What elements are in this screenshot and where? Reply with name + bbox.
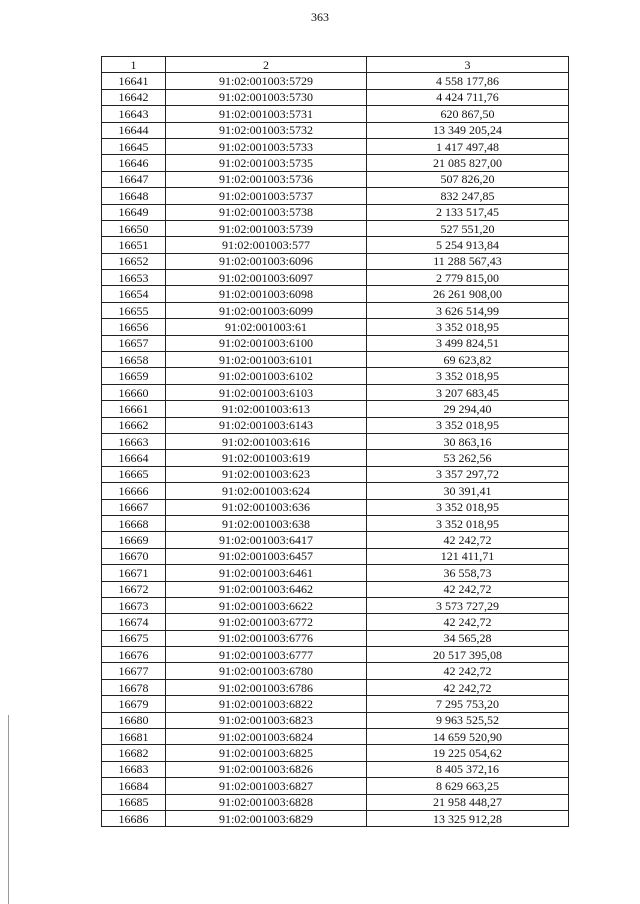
- cadastral-number-cell: 91:02:001003:616: [166, 433, 367, 449]
- cadastral-number-cell: 91:02:001003:613: [166, 401, 367, 417]
- table-row: [102, 433, 569, 449]
- row-number-cell: 16654: [102, 286, 166, 302]
- row-number-cell: 16661: [102, 401, 166, 417]
- cadastral-number-cell: 91:02:001003:6828: [166, 794, 367, 810]
- value-cell: 30 863,16: [367, 433, 569, 449]
- table-row: [102, 319, 569, 335]
- row-number-cell: 16652: [102, 253, 166, 269]
- cadastral-number-cell: 91:02:001003:624: [166, 483, 367, 499]
- row-number-cell: 16641: [102, 73, 166, 89]
- table-row: [102, 614, 569, 630]
- table-row: [102, 712, 569, 728]
- table-row: [102, 368, 569, 384]
- row-number-cell: 16648: [102, 188, 166, 204]
- column-header-1: 1: [102, 57, 166, 73]
- table-row: [102, 155, 569, 171]
- value-cell: 121 411,71: [367, 548, 569, 564]
- table-row: [102, 450, 569, 466]
- value-cell: 9 963 525,52: [367, 712, 569, 728]
- cadastral-number-cell: 91:02:001003:6102: [166, 368, 367, 384]
- row-number-cell: 16660: [102, 384, 166, 400]
- value-cell: 21 958 448,27: [367, 794, 569, 810]
- row-number-cell: 16681: [102, 729, 166, 745]
- row-number-cell: 16678: [102, 679, 166, 695]
- table-row: [102, 89, 569, 105]
- table-header: [102, 57, 569, 73]
- table-row: [102, 729, 569, 745]
- value-cell: 13 325 912,28: [367, 810, 569, 826]
- cadastral-number-cell: 91:02:001003:6461: [166, 565, 367, 581]
- cadastral-number-cell: 91:02:001003:6827: [166, 778, 367, 794]
- table-row: [102, 122, 569, 138]
- value-cell: 8 629 663,25: [367, 778, 569, 794]
- row-number-cell: 16655: [102, 302, 166, 318]
- value-cell: 4 424 711,76: [367, 89, 569, 105]
- value-cell: 69 623,82: [367, 352, 569, 368]
- value-cell: 4 558 177,86: [367, 73, 569, 89]
- table-row: [102, 810, 569, 826]
- table-row: [102, 597, 569, 613]
- row-number-cell: 16674: [102, 614, 166, 630]
- row-number-cell: 16662: [102, 417, 166, 433]
- row-number-cell: 16665: [102, 466, 166, 482]
- row-number-cell: 16675: [102, 630, 166, 646]
- value-cell: 30 391,41: [367, 483, 569, 499]
- row-number-cell: 16685: [102, 794, 166, 810]
- row-number-cell: 16668: [102, 515, 166, 531]
- value-cell: 20 517 395,08: [367, 647, 569, 663]
- cadastral-number-cell: 91:02:001003:623: [166, 466, 367, 482]
- row-number-cell: 16671: [102, 565, 166, 581]
- row-number-cell: 16651: [102, 237, 166, 253]
- row-number-cell: 16669: [102, 532, 166, 548]
- value-cell: 42 242,72: [367, 663, 569, 679]
- row-number-cell: 16673: [102, 597, 166, 613]
- table-row: [102, 384, 569, 400]
- value-cell: 7 295 753,20: [367, 696, 569, 712]
- cadastral-number-cell: 91:02:001003:5729: [166, 73, 367, 89]
- table-body: [102, 73, 569, 827]
- row-number-cell: 16653: [102, 270, 166, 286]
- value-cell: 3 352 018,95: [367, 515, 569, 531]
- value-cell: 2 779 815,00: [367, 270, 569, 286]
- row-number-cell: 16684: [102, 778, 166, 794]
- value-cell: 3 499 824,51: [367, 335, 569, 351]
- table-row: [102, 302, 569, 318]
- cadastral-number-cell: 91:02:001003:5738: [166, 204, 367, 220]
- row-number-cell: 16676: [102, 647, 166, 663]
- cadastral-number-cell: 91:02:001003:6098: [166, 286, 367, 302]
- table-row: [102, 401, 569, 417]
- row-number-cell: 16663: [102, 433, 166, 449]
- table-row: [102, 220, 569, 236]
- value-cell: 3 352 018,95: [367, 499, 569, 515]
- table-row: [102, 466, 569, 482]
- value-cell: 832 247,85: [367, 188, 569, 204]
- column-header-2: 2: [166, 57, 367, 73]
- table-row: [102, 270, 569, 286]
- value-cell: 1 417 497,48: [367, 138, 569, 154]
- table-row: [102, 73, 569, 89]
- value-cell: 14 659 520,90: [367, 729, 569, 745]
- cadastral-number-cell: 91:02:001003:6100: [166, 335, 367, 351]
- cadastral-number-cell: 91:02:001003:6103: [166, 384, 367, 400]
- cadastral-number-cell: 91:02:001003:6824: [166, 729, 367, 745]
- cadastral-number-cell: 91:02:001003:5736: [166, 171, 367, 187]
- table-row: [102, 565, 569, 581]
- data-table: [101, 56, 569, 827]
- value-cell: 3 573 727,29: [367, 597, 569, 613]
- cadastral-number-cell: 91:02:001003:6622: [166, 597, 367, 613]
- cadastral-number-cell: 91:02:001003:5730: [166, 89, 367, 105]
- cadastral-number-cell: 91:02:001003:6822: [166, 696, 367, 712]
- table-row: [102, 581, 569, 597]
- table-row: [102, 483, 569, 499]
- row-number-cell: 16682: [102, 745, 166, 761]
- table-row: [102, 745, 569, 761]
- cadastral-number-cell: 91:02:001003:619: [166, 450, 367, 466]
- table-row: [102, 204, 569, 220]
- cadastral-number-cell: 91:02:001003:6457: [166, 548, 367, 564]
- cadastral-number-cell: 91:02:001003:6829: [166, 810, 367, 826]
- cadastral-number-cell: 91:02:001003:5735: [166, 155, 367, 171]
- value-cell: 3 352 018,95: [367, 417, 569, 433]
- table-row: [102, 106, 569, 122]
- cadastral-number-cell: 91:02:001003:6099: [166, 302, 367, 318]
- cadastral-number-cell: 91:02:001003:6417: [166, 532, 367, 548]
- value-cell: 8 405 372,16: [367, 761, 569, 777]
- value-cell: 11 288 567,43: [367, 253, 569, 269]
- value-cell: 19 225 054,62: [367, 745, 569, 761]
- value-cell: 507 826,20: [367, 171, 569, 187]
- table-row: [102, 171, 569, 187]
- page-number: 363: [311, 10, 329, 24]
- table-row: [102, 417, 569, 433]
- table-row: [102, 515, 569, 531]
- cadastral-number-cell: 91:02:001003:5732: [166, 122, 367, 138]
- cadastral-number-cell: 91:02:001003:5731: [166, 106, 367, 122]
- value-cell: 3 352 018,95: [367, 319, 569, 335]
- value-cell: 36 558,73: [367, 565, 569, 581]
- cadastral-number-cell: 91:02:001003:6096: [166, 253, 367, 269]
- row-number-cell: 16642: [102, 89, 166, 105]
- table-row: [102, 663, 569, 679]
- row-number-cell: 16650: [102, 220, 166, 236]
- row-number-cell: 16672: [102, 581, 166, 597]
- row-number-cell: 16646: [102, 155, 166, 171]
- table-row: [102, 286, 569, 302]
- cadastral-number-cell: 91:02:001003:6097: [166, 270, 367, 286]
- table-row: [102, 253, 569, 269]
- cadastral-number-cell: 91:02:001003:6462: [166, 581, 367, 597]
- value-cell: 34 565,28: [367, 630, 569, 646]
- value-cell: 26 261 908,00: [367, 286, 569, 302]
- cadastral-number-cell: 91:02:001003:6143: [166, 417, 367, 433]
- value-cell: 53 262,56: [367, 450, 569, 466]
- table-row: [102, 548, 569, 564]
- cadastral-number-cell: 91:02:001003:6776: [166, 630, 367, 646]
- table-row: [102, 778, 569, 794]
- table-row: [102, 188, 569, 204]
- row-number-cell: 16667: [102, 499, 166, 515]
- value-cell: 42 242,72: [367, 532, 569, 548]
- value-cell: 3 357 297,72: [367, 466, 569, 482]
- table-row: [102, 532, 569, 548]
- table-row: [102, 237, 569, 253]
- row-number-cell: 16657: [102, 335, 166, 351]
- row-number-cell: 16680: [102, 712, 166, 728]
- table-row: [102, 138, 569, 154]
- value-cell: 620 867,50: [367, 106, 569, 122]
- table-row: [102, 761, 569, 777]
- value-cell: 21 085 827,00: [367, 155, 569, 171]
- value-cell: 3 626 514,99: [367, 302, 569, 318]
- row-number-cell: 16647: [102, 171, 166, 187]
- row-number-cell: 16643: [102, 106, 166, 122]
- cadastral-number-cell: 91:02:001003:6772: [166, 614, 367, 630]
- row-number-cell: 16656: [102, 319, 166, 335]
- value-cell: 5 254 913,84: [367, 237, 569, 253]
- value-cell: 42 242,72: [367, 679, 569, 695]
- row-number-cell: 16670: [102, 548, 166, 564]
- row-number-cell: 16677: [102, 663, 166, 679]
- value-cell: 527 551,20: [367, 220, 569, 236]
- value-cell: 42 242,72: [367, 614, 569, 630]
- value-cell: 3 207 683,45: [367, 384, 569, 400]
- row-number-cell: 16658: [102, 352, 166, 368]
- row-number-cell: 16664: [102, 450, 166, 466]
- cadastral-number-cell: 91:02:001003:638: [166, 515, 367, 531]
- row-number-cell: 16659: [102, 368, 166, 384]
- column-header-3: 3: [367, 57, 569, 73]
- value-cell: 42 242,72: [367, 581, 569, 597]
- cadastral-number-cell: 91:02:001003:6101: [166, 352, 367, 368]
- cadastral-number-cell: 91:02:001003:5737: [166, 188, 367, 204]
- cadastral-number-cell: 91:02:001003:6825: [166, 745, 367, 761]
- table-row: [102, 630, 569, 646]
- table-header-row: [102, 57, 569, 73]
- row-number-cell: 16679: [102, 696, 166, 712]
- table-row: [102, 647, 569, 663]
- row-number-cell: 16683: [102, 761, 166, 777]
- table-row: [102, 679, 569, 695]
- value-cell: 3 352 018,95: [367, 368, 569, 384]
- value-cell: 29 294,40: [367, 401, 569, 417]
- table-row: [102, 499, 569, 515]
- row-number-cell: 16686: [102, 810, 166, 826]
- cadastral-number-cell: 91:02:001003:6777: [166, 647, 367, 663]
- left-margin-rule: [8, 715, 9, 904]
- table-row: [102, 352, 569, 368]
- row-number-cell: 16644: [102, 122, 166, 138]
- table-row: [102, 696, 569, 712]
- cadastral-number-cell: 91:02:001003:61: [166, 319, 367, 335]
- table-row: [102, 335, 569, 351]
- row-number-cell: 16666: [102, 483, 166, 499]
- table-row: [102, 794, 569, 810]
- cadastral-number-cell: 91:02:001003:6826: [166, 761, 367, 777]
- value-cell: 13 349 205,24: [367, 122, 569, 138]
- cadastral-number-cell: 91:02:001003:5739: [166, 220, 367, 236]
- value-cell: 2 133 517,45: [367, 204, 569, 220]
- cadastral-number-cell: 91:02:001003:6786: [166, 679, 367, 695]
- cadastral-number-cell: 91:02:001003:5733: [166, 138, 367, 154]
- cadastral-number-cell: 91:02:001003:6780: [166, 663, 367, 679]
- cadastral-number-cell: 91:02:001003:577: [166, 237, 367, 253]
- cadastral-number-cell: 91:02:001003:636: [166, 499, 367, 515]
- row-number-cell: 16649: [102, 204, 166, 220]
- cadastral-number-cell: 91:02:001003:6823: [166, 712, 367, 728]
- row-number-cell: 16645: [102, 138, 166, 154]
